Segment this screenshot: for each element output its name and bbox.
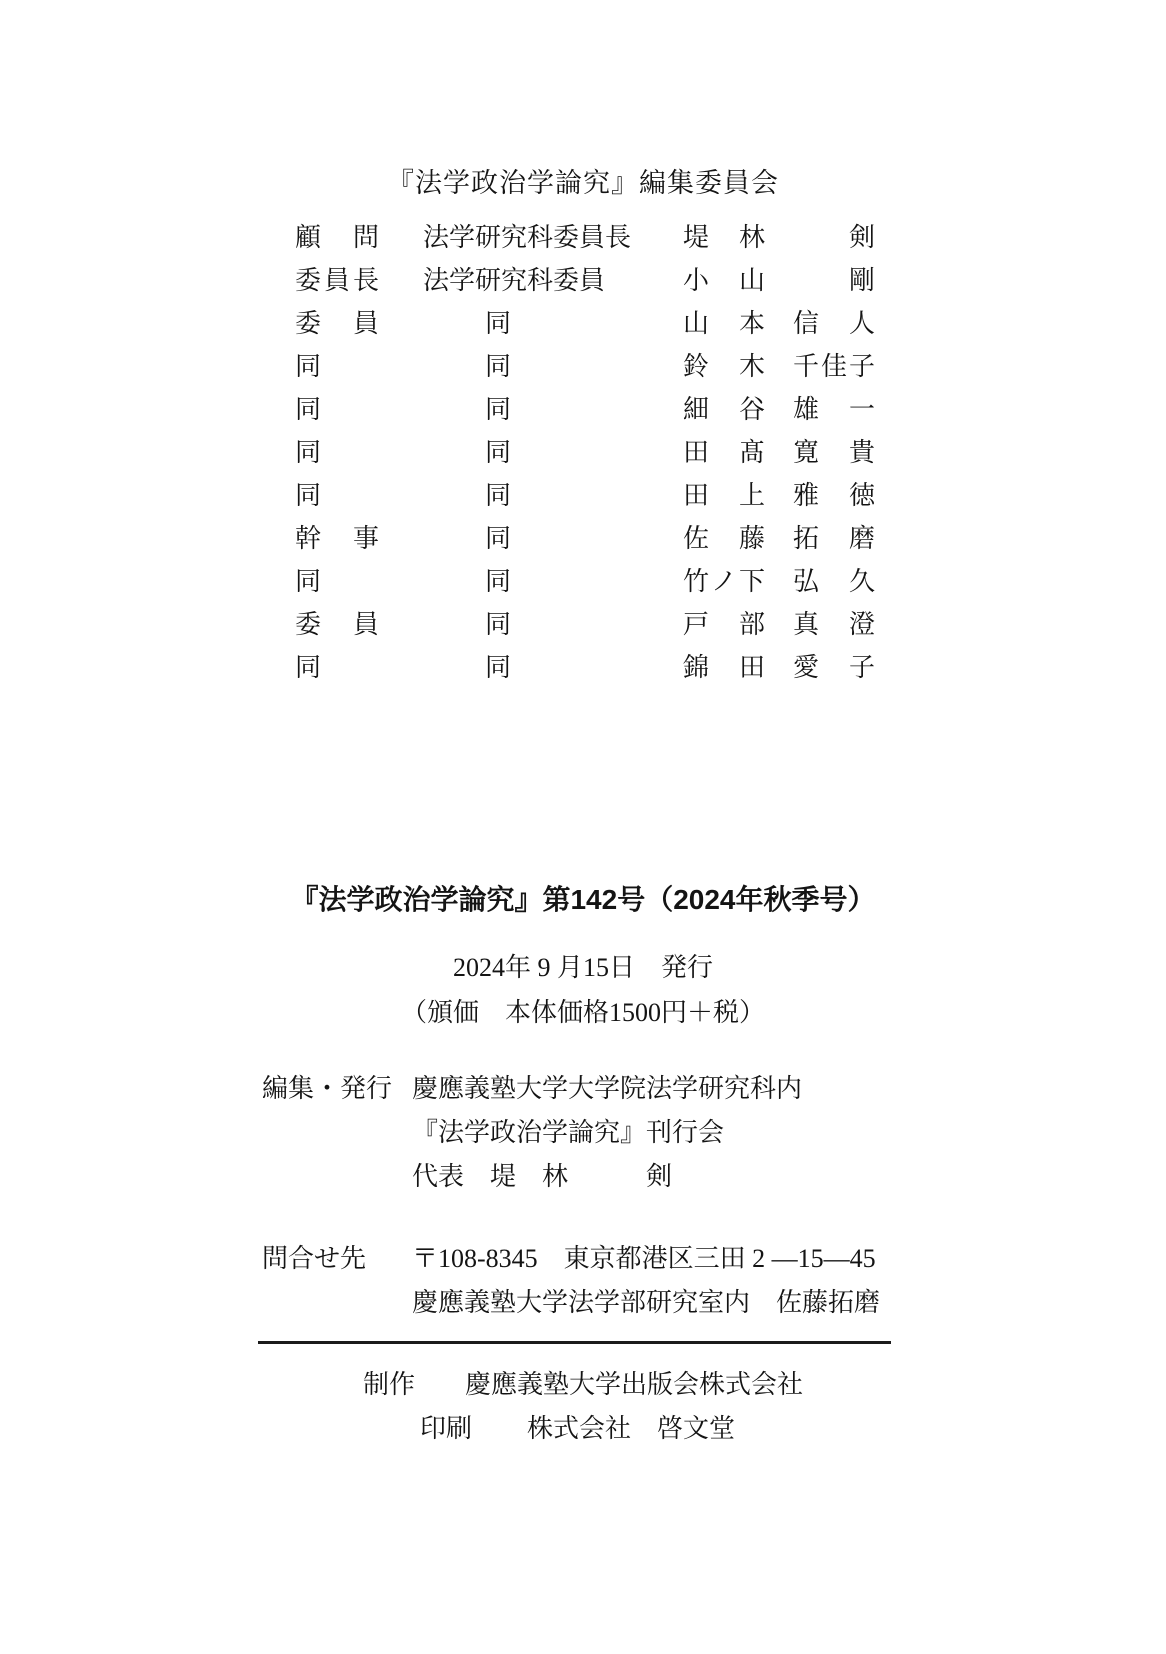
given-name-cell: 弘 久 (793, 567, 875, 596)
affiliation-cell: 同 (485, 438, 512, 467)
committee-row (295, 651, 875, 694)
family-name-cell: 小 山 (683, 266, 765, 295)
role-cell: 同 (295, 438, 322, 467)
given-name-cell: 雅 徳 (793, 481, 875, 510)
contact-person-line: 慶應義塾大学法学部研究室内 佐藤拓磨 (412, 1288, 881, 1317)
issue-title: 『法学政治学論究』第142号（2024年秋季号） (290, 884, 876, 915)
affiliation-cell: 同 (485, 567, 512, 596)
publisher-label: 編集・発行 (262, 1074, 393, 1103)
role-cell: 幹 事 (295, 524, 379, 553)
committee-row (295, 479, 875, 522)
publisher-representative-line: 代表 堤 林 剣 (412, 1162, 673, 1191)
role-cell: 顧 問 (295, 223, 379, 252)
affiliation-cell: 法学研究科委員長 (423, 223, 632, 252)
family-name-cell: 田 髙 (683, 438, 765, 467)
given-name-cell: 信 人 (793, 309, 875, 338)
committee-row (295, 307, 875, 350)
family-name-cell: 竹 ノ 下 (683, 567, 765, 596)
affiliation-cell: 同 (485, 309, 512, 338)
family-name-cell: 戸 部 (683, 610, 765, 639)
given-name-cell: 寛 貴 (793, 438, 875, 467)
role-cell: 委 員 長 (295, 266, 379, 295)
issue-price: （頒価 本体価格1500円＋税） (400, 998, 765, 1027)
printing-company: 株式会社 啓文堂 (527, 1414, 736, 1443)
role-cell: 同 (295, 653, 322, 682)
affiliation-cell: 同 (485, 395, 512, 424)
committee-section-title: 『法学政治学論究』編集委員会 (387, 168, 779, 198)
family-name-cell: 堤 林 (683, 223, 765, 252)
committee-row (295, 522, 875, 565)
affiliation-cell: 同 (485, 653, 512, 682)
role-cell: 同 (295, 567, 322, 596)
given-name-cell: 真 澄 (793, 610, 875, 639)
committee-row (295, 264, 875, 307)
given-name-cell: 愛 子 (793, 653, 875, 682)
family-name-cell: 錦 田 (683, 653, 765, 682)
contact-address-line: 〒108-8345 東京都港区三田 2 ―15―45 (412, 1244, 876, 1273)
given-name-cell: 雄 一 (793, 395, 875, 424)
family-name-cell: 細 谷 (683, 395, 765, 424)
committee-row (295, 608, 875, 651)
given-name-cell: 剛 (848, 266, 875, 295)
affiliation-cell: 法学研究科委員 (423, 266, 606, 295)
affiliation-cell: 同 (485, 481, 512, 510)
role-cell: 同 (295, 481, 322, 510)
production-label: 制作 (363, 1370, 416, 1399)
affiliation-cell: 同 (485, 610, 512, 639)
divider-rule (258, 1341, 891, 1344)
committee-row (295, 565, 875, 608)
role-cell: 委 員 (295, 610, 379, 639)
family-name-cell: 佐 藤 (683, 524, 765, 553)
family-name-cell: 山 本 (683, 309, 765, 338)
role-cell: 委 員 (295, 309, 379, 338)
publisher-line-2: 『法学政治学論究』刊行会 (412, 1118, 725, 1147)
affiliation-cell: 同 (485, 352, 512, 381)
family-name-cell: 鈴 木 (683, 352, 765, 381)
given-name-cell: 剣 (848, 223, 875, 252)
given-name-cell: 千 佳 子 (793, 352, 875, 381)
publisher-line-1: 慶應義塾大学大学院法学研究科内 (412, 1074, 803, 1103)
committee-table (295, 221, 875, 694)
role-cell: 同 (295, 352, 322, 381)
printing-label: 印刷 (420, 1414, 473, 1443)
committee-row (295, 350, 875, 393)
given-name-cell: 拓 磨 (793, 524, 875, 553)
contact-label: 問合せ先 (262, 1244, 367, 1273)
affiliation-cell: 同 (485, 524, 512, 553)
committee-row (295, 221, 875, 264)
committee-row (295, 436, 875, 479)
role-cell: 同 (295, 395, 322, 424)
production-company: 慶應義塾大学出版会株式会社 (465, 1370, 804, 1399)
issue-date: 2024年 9 月15日 発行 (452, 953, 713, 982)
committee-row (295, 393, 875, 436)
family-name-cell: 田 上 (683, 481, 765, 510)
